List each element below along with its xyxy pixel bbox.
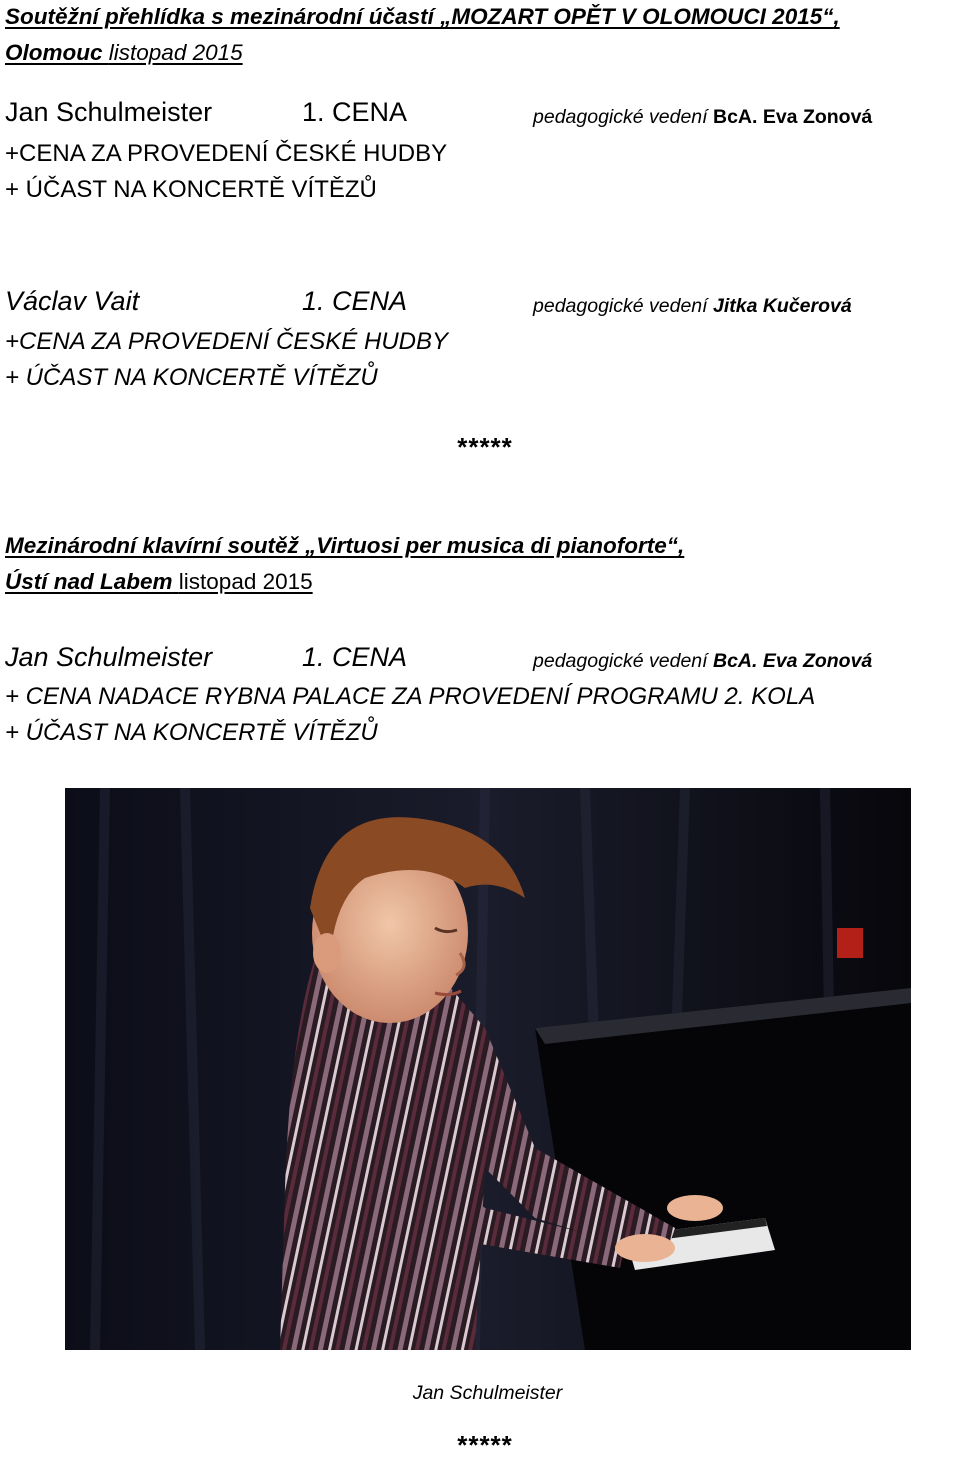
contestant-name: Jan Schulmeister — [5, 97, 213, 127]
teacher-name: BcA. Eva Zonová — [712, 106, 873, 128]
award-line: + ÚČAST NA KONCERTĚ VÍTĚZŮ — [5, 364, 378, 391]
separator: ***** — [457, 432, 513, 462]
photo-caption: Jan Schulmeister — [412, 1382, 563, 1404]
prize-label: 1. CENA — [302, 286, 408, 316]
contestant-name: Václav Vait — [5, 286, 140, 316]
bottom-separator: ***** — [457, 1430, 513, 1460]
section2-title: Mezinárodní klavírní soutěž „Virtuosi per musica di pianoforte“, — [5, 533, 685, 558]
section1-date: listopad 2015 — [108, 40, 243, 65]
pianist-photo — [65, 788, 911, 1350]
prize-label: 1. CENA — [302, 642, 408, 672]
teacher-name: BcA. Eva Zonová — [712, 650, 873, 672]
section2-date: listopad 2015 — [178, 569, 313, 594]
section2-city: Ústí nad Labem — [5, 569, 173, 594]
award-line: +CENA ZA PROVEDENÍ ČESKÉ HUDBY — [5, 140, 448, 167]
section1-title: Soutěžní přehlídka s mezinárodní účastí „MOZART OPĚT V OLOMOUCI 2015“, — [5, 4, 840, 29]
section1-subtitle — [5, 40, 243, 66]
teacher-line: pedagogické vedení BcA. Eva Zonová — [533, 106, 873, 128]
award-line: + CENA NADACE RYBNA PALACE ZA PROVEDENÍ PROGRAMU 2. KOLA — [5, 683, 816, 710]
section2-subtitle — [5, 569, 313, 595]
award-line: + ÚČAST NA KONCERTĚ VÍTĚZŮ — [5, 719, 378, 746]
award-line: + ÚČAST NA KONCERTĚ VÍTĚZŮ — [5, 176, 377, 203]
teacher-line: pedagogické vedení Jitka Kučerová — [533, 295, 852, 317]
award-line: +CENA ZA PROVEDENÍ ČESKÉ HUDBY — [5, 328, 448, 355]
teacher-name: Jitka Kučerová — [712, 295, 852, 317]
prize-label: 1. CENA — [302, 97, 408, 127]
section1-city: Olomouc — [5, 40, 103, 65]
contestant-name: Jan Schulmeister — [5, 642, 213, 672]
teacher-line: pedagogické vedení BcA. Eva Zonová — [533, 650, 873, 672]
pianist-illustration — [65, 788, 911, 1350]
